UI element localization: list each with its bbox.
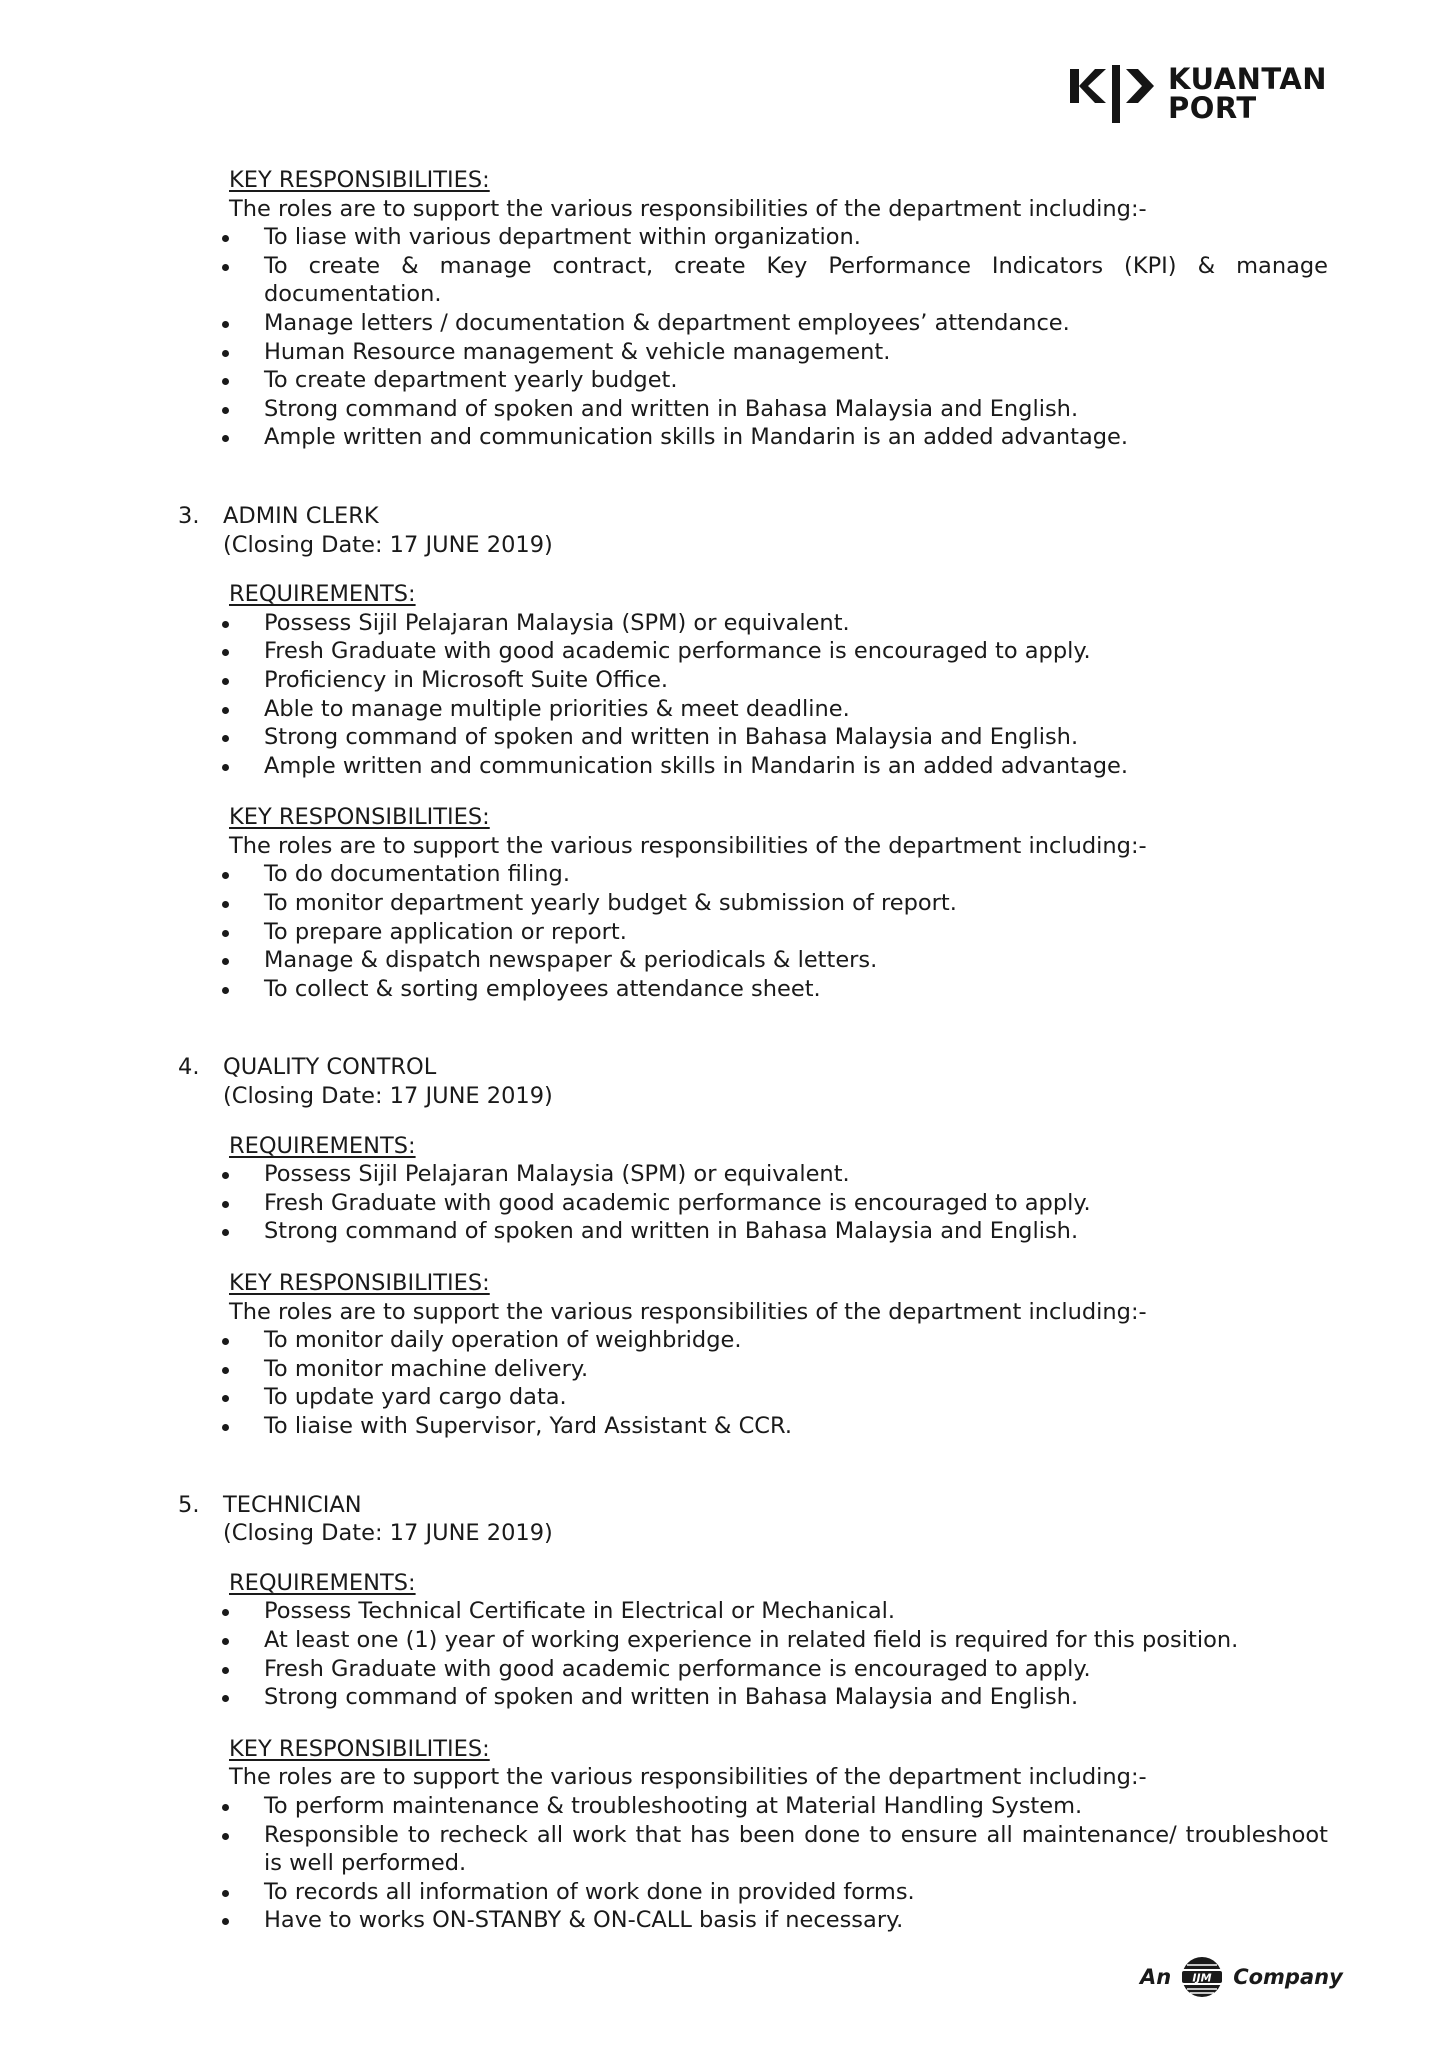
- job-number: 4.: [178, 1054, 200, 1081]
- responsibilities-heading: KEY RESPONSIBILITIES:: [229, 1735, 490, 1762]
- bullet-icon: [222, 621, 229, 628]
- list-item: Fresh Graduate with good academic performance is encouraged to apply.: [178, 1189, 1328, 1218]
- bullet-icon: [222, 1638, 229, 1645]
- responsibilities-intro: The roles are to support the various responsibilities of the department including:-: [229, 832, 1147, 859]
- list-item: To create department yearly budget.: [178, 366, 1328, 395]
- list-item: Proficiency in Microsoft Suite Office.: [178, 666, 1328, 695]
- bullet-icon: [222, 435, 229, 442]
- requirements-list: [178, 609, 1328, 781]
- list-item: Fresh Graduate with good academic performance is encouraged to apply.: [178, 1655, 1328, 1684]
- bullet-icon: [222, 1804, 229, 1811]
- responsibility-list: [178, 1792, 1328, 1935]
- list-item: To liase with various department within organization.: [178, 223, 1328, 252]
- list-item: Manage letters / documentation & department employees’ attendance.: [178, 309, 1328, 338]
- list-item: To liaise with Supervisor, Yard Assistant & CCR.: [178, 1412, 1328, 1441]
- bullet-icon: [222, 649, 229, 656]
- list-item: Strong command of spoken and written in Bahasa Malaysia and English.: [178, 1217, 1328, 1246]
- list-item: Able to manage multiple priorities & meet deadline.: [178, 695, 1328, 724]
- list-item: To update yard cargo data.: [178, 1383, 1328, 1412]
- bullet-icon: [222, 407, 229, 414]
- ijm-logo-icon: [1177, 1955, 1227, 1999]
- responsibilities-intro: The roles are to support the various responsibilities of the department including:-: [229, 1764, 1147, 1791]
- bullet-icon: [222, 1667, 229, 1674]
- logo-wordmark: [1168, 62, 1328, 125]
- requirements-heading: REQUIREMENTS:: [229, 1569, 416, 1596]
- kp-logo-mark-icon: [1068, 63, 1156, 125]
- responsibilities-heading: KEY RESPONSIBILITIES:: [229, 1270, 490, 1296]
- bullet-icon: [222, 264, 229, 271]
- bullet-icon: [222, 987, 229, 994]
- list-item: Human Resource management & vehicle management.: [178, 338, 1328, 367]
- bullet-icon: [222, 1695, 229, 1702]
- requirements-list: [178, 1160, 1328, 1246]
- bullet-icon: [222, 678, 229, 685]
- list-item: To prepare application or report.: [178, 918, 1328, 947]
- list-item: Strong command of spoken and written in Bahasa Malaysia and English.: [178, 723, 1328, 752]
- bullet-icon: [222, 1395, 229, 1402]
- bullet-icon: [222, 1172, 229, 1179]
- list-item: At least one (1) year of working experience in related field is required for this position.: [178, 1626, 1328, 1655]
- bullet-icon: [222, 378, 229, 385]
- closing-date: (Closing Date: 17 JUNE 2019): [223, 1520, 553, 1547]
- job-number: 3.: [178, 502, 200, 529]
- list-item: Have to works ON-STANBY & ON-CALL basis if necessary.: [178, 1906, 1328, 1935]
- responsibility-list: [178, 223, 1328, 452]
- list-item: Possess Sijil Pelajaran Malaysia (SPM) or equivalent.: [178, 1160, 1328, 1189]
- list-item: To create & manage contract, create Key Performance Indicators (KPI) & manage documentation.: [178, 252, 1328, 309]
- bullet-icon: [222, 321, 229, 328]
- bullet-icon: [222, 707, 229, 714]
- requirements-heading: REQUIREMENTS:: [229, 581, 416, 608]
- responsibility-list: [178, 860, 1328, 1003]
- job-title-row: [178, 1053, 1328, 1082]
- bullet-icon: [222, 1367, 229, 1374]
- bullet-icon: [222, 235, 229, 242]
- job-quality-control: [178, 1053, 1328, 1440]
- closing-date: (Closing Date: 17 JUNE 2019): [223, 531, 553, 558]
- section-intro: The roles are to support the various responsibilities of the department including:-: [229, 195, 1147, 222]
- list-item: Responsible to recheck all work that has been done to ensure all maintenance/ troubleshoot is well performed.: [178, 1821, 1328, 1878]
- document-body: [178, 166, 1328, 1935]
- bullet-icon: [222, 872, 229, 879]
- footer-prefix: An: [1140, 1965, 1172, 1989]
- list-item: Strong command of spoken and written in Bahasa Malaysia and English.: [178, 1683, 1328, 1712]
- logo-line-2: PORT: [1168, 91, 1257, 125]
- section-heading: KEY RESPONSIBILITIES:: [229, 167, 490, 193]
- list-item: To do documentation filing.: [178, 860, 1328, 889]
- requirements-list: [178, 1597, 1328, 1711]
- list-item: Possess Sijil Pelajaran Malaysia (SPM) or equivalent.: [178, 609, 1328, 638]
- bullet-icon: [222, 764, 229, 771]
- requirements-heading: REQUIREMENTS:: [229, 1132, 416, 1159]
- job-title: ADMIN CLERK: [223, 502, 379, 529]
- footer-suffix: Company: [1233, 1965, 1343, 1989]
- responsibilities-heading: KEY RESPONSIBILITIES:: [229, 804, 490, 831]
- closing-date: (Closing Date: 17 JUNE 2019): [223, 1083, 553, 1110]
- ijm-company-footer: [1140, 1955, 1343, 1999]
- bullet-icon: [222, 1890, 229, 1897]
- bullet-icon: [222, 1338, 229, 1345]
- list-item: To collect & sorting employees attendance sheet.: [178, 975, 1328, 1004]
- responsibility-list: [178, 1326, 1328, 1440]
- bullet-icon: [222, 1424, 229, 1431]
- bullet-icon: [222, 735, 229, 742]
- list-item: Possess Technical Certificate in Electrical or Mechanical.: [178, 1597, 1328, 1626]
- job-technician: [178, 1491, 1328, 1935]
- responsibilities-intro: The roles are to support the various responsibilities of the department including:-: [229, 1298, 1147, 1325]
- list-item: To monitor daily operation of weighbridge.: [178, 1326, 1328, 1355]
- ijm-logo-text: IJM: [1192, 1971, 1212, 1985]
- list-item: To monitor machine delivery.: [178, 1355, 1328, 1384]
- job-title: QUALITY CONTROL: [223, 1054, 437, 1081]
- job-number: 5.: [178, 1491, 200, 1518]
- job-title-row: [178, 1491, 1328, 1520]
- job-title-row: [178, 502, 1328, 531]
- list-item: To perform maintenance & troubleshooting at Material Handling System.: [178, 1792, 1328, 1821]
- bullet-icon: [222, 1918, 229, 1925]
- bullet-icon: [222, 1609, 229, 1616]
- list-item: Fresh Graduate with good academic performance is encouraged to apply.: [178, 637, 1328, 666]
- bullet-icon: [222, 350, 229, 357]
- job-title: TECHNICIAN: [223, 1491, 362, 1518]
- list-item: Manage & dispatch newspaper & periodicals & letters.: [178, 946, 1328, 975]
- bullet-icon: [222, 1833, 229, 1840]
- list-item: Strong command of spoken and written in Bahasa Malaysia and English.: [178, 395, 1328, 424]
- job-admin-clerk: [178, 502, 1328, 1004]
- list-item: To monitor department yearly budget & submission of report.: [178, 889, 1328, 918]
- bullet-icon: [222, 1201, 229, 1208]
- bullet-icon: [222, 930, 229, 937]
- logo-line-1: KUANTAN: [1168, 62, 1328, 96]
- bullet-icon: [222, 901, 229, 908]
- list-item: To records all information of work done in provided forms.: [178, 1878, 1328, 1907]
- list-item: Ample written and communication skills in Mandarin is an added advantage.: [178, 752, 1328, 781]
- list-item: Ample written and communication skills in Mandarin is an added advantage.: [178, 423, 1328, 452]
- bullet-icon: [222, 958, 229, 965]
- kuantan-port-logo: [1068, 62, 1327, 126]
- bullet-icon: [222, 1229, 229, 1236]
